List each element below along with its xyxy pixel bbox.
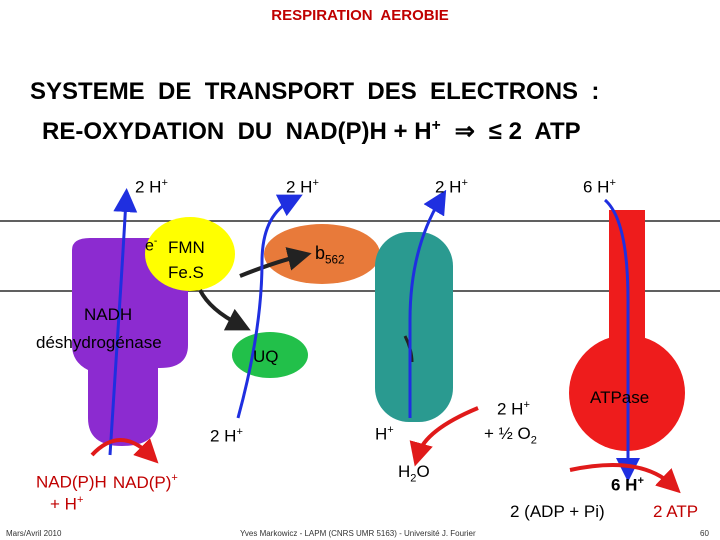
water-label bbox=[398, 462, 430, 484]
proton-label-4-sup: + bbox=[609, 177, 616, 189]
b562-label-text: b bbox=[315, 243, 326, 263]
title-line-2-sup: + bbox=[431, 117, 441, 134]
uq-label: UQ bbox=[253, 347, 279, 366]
electron-arrow-fmn-to-uq bbox=[200, 290, 240, 325]
proton-bottom-mid bbox=[375, 424, 394, 445]
proton-bottom-mid-text: H bbox=[375, 424, 388, 444]
proton-bottom-left bbox=[210, 426, 243, 447]
nadph-label bbox=[36, 472, 178, 493]
proton-bottom-left-text: 2 H bbox=[210, 426, 237, 446]
proton-label-2-text: 2 H bbox=[286, 177, 313, 197]
proton-bottom-left-sup: + bbox=[236, 426, 243, 438]
complex1-name-line-1: NADH bbox=[84, 305, 133, 324]
nadp-label-text: NAD(P) bbox=[112, 472, 172, 492]
proton-label-3 bbox=[435, 177, 468, 198]
footer-date: Mars/Avril 2010 bbox=[6, 529, 62, 538]
nadph-proton-sup: + bbox=[76, 494, 84, 506]
atpase-proton-sup: + bbox=[637, 475, 644, 487]
title-line-2-atp: ≤ 2 ATP bbox=[488, 118, 581, 145]
nadph-proton-label bbox=[50, 494, 83, 515]
footer-page-number: 60 bbox=[700, 529, 709, 538]
b562-label-sub: 562 bbox=[325, 253, 345, 267]
water-label-sub: 2 bbox=[410, 472, 417, 485]
nadp-label-sup: + bbox=[171, 472, 178, 484]
atpase-label: ATPase bbox=[590, 388, 650, 407]
fmn-label: FMN bbox=[168, 238, 205, 257]
oxygen-line-2-sub: 2 bbox=[530, 434, 537, 447]
oxygen-line-1-sup: + bbox=[523, 399, 530, 411]
atpase-proton-text: 6 H bbox=[611, 475, 638, 495]
oxygen-line-1-text: 2 H bbox=[497, 399, 524, 419]
complex1-name-line-2: déshydrogénase bbox=[36, 333, 162, 352]
atpase-proton-label bbox=[611, 475, 644, 496]
nadph-label-text: NAD(P)H bbox=[36, 472, 107, 492]
proton-bottom-mid-sup: + bbox=[387, 424, 394, 436]
b562-label bbox=[315, 243, 345, 267]
topic-heading: RESPIRATION AEROBIE bbox=[271, 7, 449, 24]
proton-label-1 bbox=[135, 177, 168, 198]
proton-label-2 bbox=[286, 177, 319, 198]
proton-label-3-sup: + bbox=[461, 177, 468, 189]
electron-label bbox=[145, 236, 157, 255]
proton-label-2-sup: + bbox=[312, 177, 319, 189]
oxygen-line-2-text: + ½ O bbox=[484, 424, 531, 443]
footer-credit: Yves Markowicz - LAPM (CNRS UMR 5163) - Université J. Fourier bbox=[240, 529, 476, 538]
title-line-1: SYSTEME DE TRANSPORT DES ELECTRONS : bbox=[30, 78, 600, 105]
oxygen-line-1 bbox=[497, 399, 530, 420]
implies-icon: ⇒ bbox=[454, 118, 475, 145]
adp-label: 2 (ADP + Pi) bbox=[510, 502, 605, 521]
electron-label-text: e bbox=[145, 237, 154, 255]
fes-label: Fe.S bbox=[168, 263, 204, 282]
title-line-2 bbox=[42, 117, 581, 146]
proton-label-1-sup: + bbox=[161, 177, 168, 189]
atp-label: 2 ATP bbox=[653, 502, 699, 521]
water-label-h: H bbox=[398, 462, 411, 481]
proton-label-4 bbox=[583, 177, 616, 198]
cytochrome-complex bbox=[375, 232, 453, 422]
proton-label-3-text: 2 H bbox=[435, 177, 462, 197]
title-line-2-text: RE-OXYDATION DU NAD(P)H + H bbox=[42, 118, 432, 145]
proton-label-4-text: 6 H bbox=[583, 177, 610, 197]
proton-label-1-text: 2 H bbox=[135, 177, 162, 197]
electron-label-sup: - bbox=[153, 236, 158, 247]
water-label-o: O bbox=[416, 462, 430, 481]
oxygen-line-2 bbox=[484, 424, 537, 446]
nadph-proton-text: + H bbox=[50, 494, 77, 514]
